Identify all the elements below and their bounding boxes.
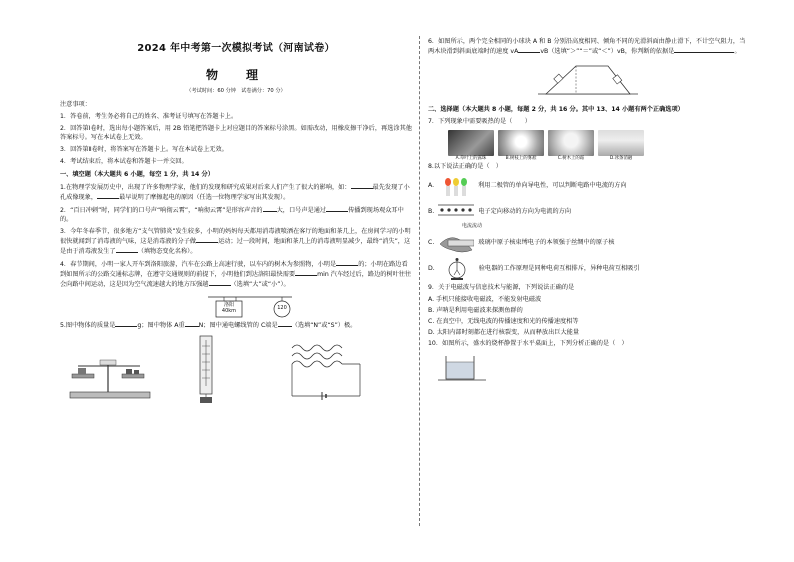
current-flow-label: 电流流动 xyxy=(462,223,483,230)
answer-blank[interactable] xyxy=(336,260,358,266)
answer-blank[interactable] xyxy=(209,280,231,286)
answer-blank[interactable] xyxy=(518,47,540,53)
right-column xyxy=(428,38,748,386)
electron-flow-icon xyxy=(438,201,474,223)
electroscope-icon xyxy=(439,258,475,280)
q7-option-b[interactable]: B.树枝上的雾凇 xyxy=(498,130,544,161)
question-7: 7．下列现象中需要吸热的是（ ） xyxy=(428,117,531,125)
q8-option-d[interactable]: D. 验电器的工作原理是同种电荷互相排斥，异种电荷互相吸引 xyxy=(428,258,748,280)
q8-option-c[interactable]: C. 玻璃中原子核束缚电子的本领强于丝绸中的原子核 xyxy=(428,232,748,254)
beaker-icon xyxy=(436,352,496,382)
answer-blank[interactable] xyxy=(263,206,277,212)
spring-scale-icon xyxy=(200,336,212,403)
led-icon xyxy=(438,175,474,197)
answer-blank[interactable] xyxy=(185,321,199,327)
balance-scale-icon xyxy=(70,360,150,398)
answer-blank[interactable] xyxy=(115,321,137,327)
section1-heading: 一、填空题（本大题共 6 小题，每空 1 分，共 14 分） xyxy=(60,171,214,179)
q9-option-b[interactable]: B. 声呐是利用电磁波来探测鱼群的 xyxy=(428,307,523,315)
answer-blank[interactable] xyxy=(196,237,218,243)
notice-item: 1．答卷前，考生务必将自己的姓名、准考证号填写在答题卡上。 xyxy=(60,113,238,121)
question-9: 9．关于电磁波与信息技术与能源，下列说法正确的是 xyxy=(428,284,575,292)
notice-item: 4．考试结束后，将本试卷和答题卡一并交回。 xyxy=(60,158,188,166)
q7-option-a[interactable]: A.草叶上的露珠 xyxy=(448,130,494,161)
q7-option-d[interactable]: D.冰条消融 xyxy=(598,130,644,161)
question-3: 3．今年冬春季节，很多地方“支气管肺炎”发生较多，小明的妈妈每天都用消毒液喷洒在客厅的地面和茶几上，在房间学习的小明很快就闻到了消毒液的气味，这是消毒液的分子做 运动；过一段时间，地面和茶几上的消毒液明显减少，最终“消失”，这是由于消毒液发生了 （填物态变化名称）。 xyxy=(60,228,411,256)
notice-item: 2．回答第Ⅰ卷时，选出每小题答案后，用 2B 铅笔把答题卡上对应题目的答案标号涂黑。如需改动，用橡皮擦干净后，再选涂其他答案标号。写在本试卷上无效。 xyxy=(60,125,412,142)
q8-option-a[interactable]: A. 利用二极管的单向导电性，可以判断电路中电流的方向 xyxy=(428,175,748,197)
column-divider xyxy=(419,36,420,526)
glass-rod-icon xyxy=(438,232,474,254)
answer-blank[interactable] xyxy=(97,193,119,199)
subject-title: 物 理 xyxy=(205,67,266,82)
q7-option-c[interactable]: C.树木上的霜 xyxy=(548,130,594,161)
frost-photo xyxy=(548,130,594,156)
solenoid-icon xyxy=(292,345,360,400)
answer-blank[interactable] xyxy=(295,270,317,276)
question-8: 8.以下说法正确的是（ ） xyxy=(428,163,502,171)
answer-blank[interactable] xyxy=(278,321,292,327)
exam-title: 2024 年中考第一次模拟考试（河南试卷） xyxy=(137,43,335,54)
sign-distance: 洛阳 40km xyxy=(221,302,237,315)
question-5: 5.图中物体的质量是 g；图中物体 A重 N；图中通电螺线管的 C端是 （选填“N”或“S”）极。 xyxy=(60,322,357,330)
q9-option-a[interactable]: A. 手机只能接收电磁波，不能发射电磁波 xyxy=(428,296,542,304)
ice-photo xyxy=(598,130,644,156)
question-1: 1.在物理学发展历史中，出现了许多物理学家，他们的发现和研究成果对后来人们产生了很大的影响，如： 最先发现了小孔成像现象， 最早说明了摩擦起电的原因（任选一位物理学家写出其发现）。 xyxy=(60,184,410,202)
answer-blank[interactable] xyxy=(351,183,373,189)
question-10: 10．如图所示，盛水的烧杯静置于水平桌面上，下列分析正确的是（ ） xyxy=(428,340,628,348)
notice-item: 3．回答第Ⅱ卷时，将答案写在答题卡上。写在本试卷上无效。 xyxy=(60,146,228,154)
left-column xyxy=(60,38,412,408)
question-2: 2．“百日冲刺”时，同学们的口号声“响彻云霄”，“响彻云霄”是形容声音的 大，口号声是通过 传播到现场观众耳中的。 xyxy=(60,207,404,224)
answer-blank[interactable] xyxy=(116,247,138,253)
q7-image-row xyxy=(448,130,748,161)
q8-option-b[interactable]: B. 电子定向移动的方向为电流的方向 xyxy=(428,201,748,223)
q9-option-d[interactable]: D. 太阳内部时刻都在进行核裂变，从而释放出巨大能量 xyxy=(428,329,580,337)
rime-photo xyxy=(498,130,544,156)
dew-photo xyxy=(448,130,494,156)
incline-figure xyxy=(428,60,748,98)
q5-figures xyxy=(60,334,412,404)
answer-blank[interactable] xyxy=(326,206,348,212)
question-4: 4．春节期间，小明一家人开车到洛阳旅游，汽车在公路上高速行驶，以车内的树木为参照物，小明是 的；小明在路边看到如图所示的公路交通标志牌，在遵守交通规则的前提下，小明他们到达洛阳最快需要 min 汽车经过后，路边的树叶往往会向路中间运动，这是因为空气流速越大的地方压强越 （选填“大”或“小”）。 xyxy=(60,261,412,289)
road-sign-figure xyxy=(60,293,412,319)
notice-heading: 注意事项： xyxy=(60,101,91,109)
answer-blank[interactable] xyxy=(674,47,734,53)
q9-option-c[interactable]: C. 在真空中，无线电波的传播速度和光的传播速度相等 xyxy=(428,318,579,326)
section2-heading: 二、选择题（本大题共 8 小题，每题 2 分，共 16 分。其中 13、14 小题有两个正确选项） xyxy=(428,105,684,113)
question-6: 6．如图所示，两个完全相同的小球块 A 和 B 分别沿高度相同、倾角不同的光滑斜面由静止滑下，不计空气阻力，当两木块滑到斜面底端时的速度 vA vB（选填“＞”“＝”或“＜”）vB，你判断的依据是 。 xyxy=(428,38,746,55)
sign-speed-limit: 120 xyxy=(277,305,287,312)
exam-meta: （考试时间：60 分钟 试卷满分：70 分） xyxy=(186,87,286,94)
